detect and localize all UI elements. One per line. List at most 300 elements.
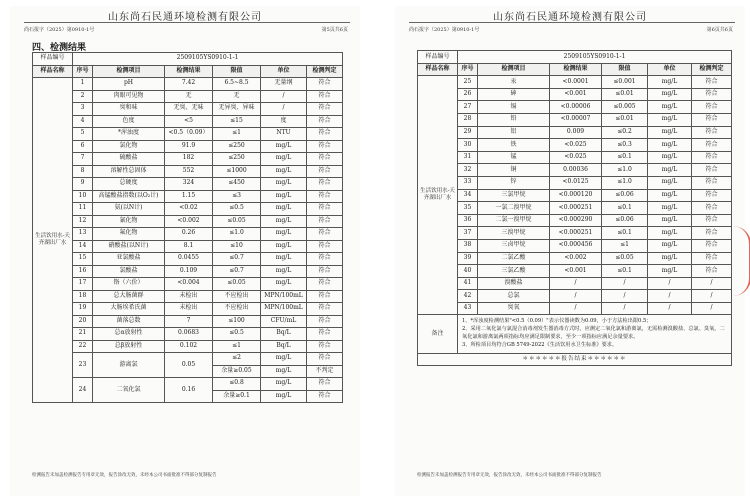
test-item: 氟化物 [93,228,165,241]
test-item: 色度 [93,115,165,128]
table-row [33,115,343,128]
limit-value: ≤0.05 [213,278,261,291]
unit: mg/L [261,253,307,266]
header-cell: 检测结果 [550,63,602,76]
unit: mg/L [261,278,307,291]
table-header-row [33,65,343,78]
test-item: 二氯乙酸 [478,252,550,265]
test-result: 0.009 [550,126,602,139]
report-page-6 [395,6,745,496]
verdict: 符合 [692,126,732,139]
verdict: / [692,290,732,303]
unit: mg/L [648,202,692,215]
test-item: 溴酸盐 [478,277,550,290]
limit-value: 余量≥0.1 [213,390,261,403]
notes-row [418,315,732,353]
table-row [33,315,343,328]
test-item: 砷 [478,88,550,101]
row-number: 14 [73,240,93,253]
header-divider [409,22,735,23]
unit: mg/L [648,151,692,164]
verdict: 符合 [307,78,343,91]
table-row [33,240,343,253]
test-item: 二氧化氯 [93,378,165,403]
row-number: 40 [458,265,478,278]
test-result: 0.109 [165,265,213,278]
sample-number-row [33,53,343,66]
verdict: 符合 [692,265,732,278]
test-item: 氯化物 [93,140,165,153]
test-result: 324 [165,178,213,191]
note-line: 1、*浑浊度检测结果"<0.5（0.09）"表示仪器读数为0.09，小于方法检出限0.5； [462,318,652,325]
row-number: 35 [458,202,478,215]
unit: mg/L [261,240,307,253]
verdict: 符合 [307,265,343,278]
unit: mg/L [261,353,307,366]
limit-value: ≤0.1 [602,151,648,164]
test-item: 铜 [478,164,550,177]
verdict: 符合 [307,190,343,203]
seal-stamp [733,226,750,296]
test-result: 无臭、无味 [165,103,213,116]
row-number: 1 [73,78,93,91]
limit-value: ≤15 [213,115,261,128]
test-item: 铅 [478,113,550,126]
test-result: <5 [165,115,213,128]
table-row [33,378,343,391]
header-cell: 样品名称 [418,63,458,76]
unit: mg/L [261,378,307,391]
limit-value: ≤0.7 [213,265,261,278]
test-result: 0.05 [165,353,213,378]
row-number: 34 [458,189,478,202]
verdict: 符合 [307,328,343,341]
table-row [418,202,732,215]
test-item: 三氯乙酸 [478,265,550,278]
verdict: 符合 [307,90,343,103]
test-result: <0.025 [550,151,602,164]
verdict: 符合 [307,340,343,353]
test-result: <0.001 [550,88,602,101]
row-number: 16 [73,265,93,278]
limit-value: / [602,302,648,315]
test-result: 0.00036 [550,164,602,177]
test-item: 三卤甲烷 [478,239,550,252]
test-result: 0.26 [165,228,213,241]
table-row [33,103,343,116]
table-row [418,239,732,252]
row-number: 12 [73,215,93,228]
table-row [418,227,732,240]
verdict: 符合 [692,252,732,265]
sample-number-row [418,51,732,64]
verdict: 符合 [692,239,732,252]
notes-label: 备注 [418,315,458,353]
end-row [418,353,732,366]
verdict: 符合 [307,153,343,166]
test-item: 铝 [478,126,550,139]
row-number: 15 [73,253,93,266]
verdict: 符合 [307,178,343,191]
verdict: 符合 [307,378,343,391]
test-item: 游离氯 [93,353,165,378]
row-number: 36 [458,214,478,227]
limit-value: ≤1.0 [602,164,648,177]
table-row [418,101,732,114]
row-number: 17 [73,278,93,291]
limit-value: ≤250 [213,153,261,166]
limit-value: ≤0.05 [602,252,648,265]
test-item: 镉 [478,101,550,114]
unit: mg/L [648,164,692,177]
row-number: 33 [458,176,478,189]
unit: mg/L [648,76,692,89]
unit: mg/L [648,227,692,240]
header-cell: 检测项目 [478,63,550,76]
test-result: <0.0125 [550,176,602,189]
test-item: 菌落总数 [93,315,165,328]
test-result: <0.001 [550,265,602,278]
row-number: 3 [73,103,93,116]
limit-value: ≤0.06 [602,214,648,227]
test-result: 无 [165,90,213,103]
report-number: 尚石报字（2025）第0910-1号 [24,27,95,33]
row-number: 28 [458,113,478,126]
unit: mg/L [261,228,307,241]
test-item: 二氯一溴甲烷 [478,214,550,227]
test-result: 0.0455 [165,253,213,266]
limit-value: 不应检出 [213,303,261,316]
verdict: 符合 [307,253,343,266]
limit-value: ≤1.0 [602,176,648,189]
table-row [33,303,343,316]
table-row [418,277,732,290]
test-item: 大肠埃希氏菌 [93,303,165,316]
unit: / [648,290,692,303]
table-row [33,128,343,141]
verdict: 符合 [307,315,343,328]
table-row [418,302,732,315]
test-result: <0.000120 [550,189,602,202]
unit: mg/L [261,140,307,153]
sample-number-label: 样品编号 [418,51,458,64]
sample-number-value: 2509105YS0910-1-1 [73,53,343,66]
note-line: 2、采用二氧化氯与氯混合消毒剂发生器消毒方式时，应测定二氧化氯和游离氯，无需检测溴酸盐、总氯、臭氧，二氧化氯和游离氯两项指标均应满足限制要求，至少一项指标应满足余量要求。 [462,326,725,341]
verdict: 符合 [307,103,343,116]
unit: mg/L [261,390,307,403]
sample-name-cell: 生活饮用水-天齐湖出厂水 [33,78,73,403]
header-cell: 检测判定 [307,65,343,78]
test-result: <0.002 [165,215,213,228]
verdict: 符合 [692,151,732,164]
table-row [418,176,732,189]
test-item: 亚氯酸盐 [93,253,165,266]
limit-value: 余量≥0.05 [213,365,261,378]
test-item: 铁 [478,139,550,152]
unit: 度 [261,115,307,128]
note-line: 3、所检项目均符合GB 5749-2022《生活饮用水卫生标准》要求。 [462,341,618,348]
test-item: 硫酸盐 [93,153,165,166]
test-item: 锌 [478,176,550,189]
table-row [33,340,343,353]
limit-value: ≤0.005 [602,101,648,114]
verdict: 符合 [307,128,343,141]
row-number: 9 [73,178,93,191]
table-row [418,126,732,139]
test-item: 锰 [478,151,550,164]
table-row [418,76,732,89]
unit: mg/L [261,265,307,278]
report-end-marker: ＊＊＊＊＊＊报告结束＊＊＊＊＊＊ [418,353,732,366]
test-item: 臭和味 [93,103,165,116]
limit-value: ≤1 [213,340,261,353]
test-item: 铬（六价） [93,278,165,291]
verdict: / [692,302,732,315]
table-header-row [418,63,732,76]
table-row [33,190,343,203]
table-row [418,252,732,265]
unit: mg/L [261,203,307,216]
verdict: 符合 [692,76,732,89]
notes-cell [458,315,732,353]
test-item: 汞 [478,76,550,89]
limit-value: ≤0.1 [602,227,648,240]
table-row [33,265,343,278]
table-row [418,290,732,303]
unit: / [648,277,692,290]
row-number: 25 [458,76,478,89]
test-result: <0.000290 [550,214,602,227]
header-cell: 样品名称 [33,65,73,78]
test-result: / [550,302,602,315]
table-row [418,113,732,126]
test-item: 氯酸盐 [93,265,165,278]
test-result: 未检出 [165,290,213,303]
test-item: 总氯 [478,290,550,303]
limit-value: ≤1000 [213,165,261,178]
test-result: <0.000456 [550,239,602,252]
table-row [418,88,732,101]
unit: mg/L [261,178,307,191]
row-number: 37 [458,227,478,240]
unit: mg/L [261,165,307,178]
verdict: 符合 [307,240,343,253]
page-number: 第6页共6页 [706,27,733,33]
row-number: 38 [458,239,478,252]
page-number: 第5页共6页 [321,27,348,33]
limit-value: ≤100 [213,315,261,328]
unit: CFU/mL [261,315,307,328]
table-row [418,164,732,177]
test-result: / [550,290,602,303]
test-item: 硝酸盐(以N计) [93,240,165,253]
company-title: 山东尚石民通环境检测有限公司 [108,12,262,23]
test-result: 0.102 [165,340,213,353]
test-result: <0.0001 [550,76,602,89]
test-item: 氰化物 [93,215,165,228]
row-number: 31 [458,151,478,164]
verdict: 符合 [307,390,343,403]
header-cell: 限值 [602,63,648,76]
unit: mg/L [648,214,692,227]
verdict: / [692,277,732,290]
limit-value: ≤250 [213,140,261,153]
verdict: 符合 [692,227,732,240]
test-result: <0.002 [550,252,602,265]
sample-name-cell: 生活饮用水-天齐湖出厂水 [418,76,458,315]
test-result: 91.9 [165,140,213,153]
results-table [417,50,732,366]
table-row [33,253,343,266]
test-item: 肉眼可见物 [93,90,165,103]
unit: mg/L [261,153,307,166]
unit: mg/L [261,215,307,228]
test-result: 8.1 [165,240,213,253]
unit: / [261,103,307,116]
row-number: 39 [458,252,478,265]
table-row [33,140,343,153]
verdict: 符合 [692,176,732,189]
unit: / [261,90,307,103]
report-page-5 [10,6,360,496]
test-item: 总β放射性 [93,340,165,353]
unit: mg/L [648,265,692,278]
test-result: <0.02 [165,203,213,216]
row-number: 22 [73,340,93,353]
section-heading: 四、检测结果 [32,43,87,53]
unit: Bq/L [261,328,307,341]
header-cell: 检测结果 [165,65,213,78]
row-number: 2 [73,90,93,103]
table-row [33,228,343,241]
verdict: 符合 [692,189,732,202]
verdict: 符合 [307,290,343,303]
row-number: 18 [73,290,93,303]
limit-value: 6.5~8.5 [213,78,261,91]
row-number: 10 [73,190,93,203]
unit: / [648,302,692,315]
limit-value: / [602,277,648,290]
row-number: 8 [73,165,93,178]
table-row [33,203,343,216]
table-row [418,151,732,164]
verdict: 符合 [307,353,343,366]
limit-value: 无异臭、异味 [213,103,261,116]
unit: MPN/100mL [261,290,307,303]
test-item: 总大肠菌群 [93,290,165,303]
header-cell: 单位 [261,65,307,78]
table-row [418,214,732,227]
table-row [418,139,732,152]
verdict: 符合 [692,164,732,177]
limit-value: ≤450 [213,178,261,191]
unit: MPN/100mL [261,303,307,316]
row-number: 11 [73,203,93,216]
unit: NTU [261,128,307,141]
verdict: 符合 [307,165,343,178]
limit-value: ≤0.1 [602,265,648,278]
limit-value: ≤0.5 [213,203,261,216]
row-number: 23 [73,353,93,378]
footer-note: 检测报告未加盖检测报告专用章无效，报告涂改无效，未经本公司书面批准不得部分复制报告 [32,473,217,478]
unit: mg/L [261,365,307,378]
verdict: 符合 [307,215,343,228]
unit: 无量纲 [261,78,307,91]
table-row [418,189,732,202]
test-item: 总硬度 [93,178,165,191]
limit-value: ≤3 [213,190,261,203]
limit-value: ≤0.06 [602,189,648,202]
limit-value: ≤0.01 [602,88,648,101]
verdict: 符合 [692,113,732,126]
header-cell: 序号 [458,63,478,76]
row-number: 7 [73,153,93,166]
verdict: 符合 [692,202,732,215]
limit-value: 无 [213,90,261,103]
test-result: 7 [165,315,213,328]
verdict: 符合 [307,278,343,291]
test-result: <0.00007 [550,113,602,126]
limit-value: ≤0.001 [602,76,648,89]
row-number: 21 [73,328,93,341]
test-result: 182 [165,153,213,166]
test-result: <0.004 [165,278,213,291]
table-row [33,328,343,341]
test-result: <0.00006 [550,101,602,114]
table-row [33,165,343,178]
header-cell: 序号 [73,65,93,78]
table-row [33,353,343,366]
test-item: 溶解性总固体 [93,165,165,178]
table-row [33,153,343,166]
header-divider [24,22,350,23]
unit: mg/L [648,252,692,265]
row-number: 27 [458,101,478,114]
limit-value: ≤0.1 [602,202,648,215]
test-item: 氨(以N计) [93,203,165,216]
table-row [33,278,343,291]
row-number: 42 [458,290,478,303]
table-row [33,90,343,103]
test-result: 1.15 [165,190,213,203]
report-number: 尚石报字（2025）第0910-1号 [409,27,480,33]
limit-value: / [602,290,648,303]
unit: mg/L [648,113,692,126]
limit-value: ≤1 [213,128,261,141]
verdict: 符合 [307,228,343,241]
row-number: 20 [73,315,93,328]
row-number: 5 [73,128,93,141]
unit: mg/L [261,190,307,203]
test-item: 三氯甲烷 [478,189,550,202]
header-cell: 限值 [213,65,261,78]
test-result: 7.42 [165,78,213,91]
table-row [33,78,343,91]
sample-number-label: 样品编号 [33,53,73,66]
unit: Bq/L [261,340,307,353]
verdict: 符合 [307,303,343,316]
table-row [33,178,343,191]
unit: mg/L [648,189,692,202]
verdict: 符合 [692,139,732,152]
test-result: / [550,277,602,290]
test-result: <0.000251 [550,227,602,240]
row-number: 29 [458,126,478,139]
verdict: 符合 [692,214,732,227]
row-number: 24 [73,378,93,403]
test-item: 臭氧 [478,302,550,315]
verdict: 不判定 [307,365,343,378]
